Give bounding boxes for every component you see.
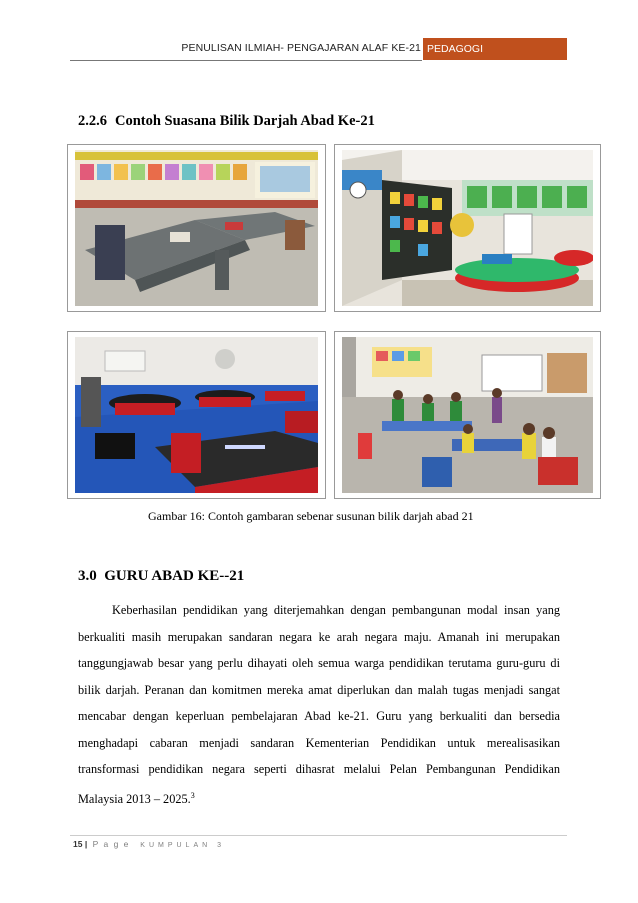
page-header: [70, 38, 567, 60]
paragraph-text: Keberhasilan pendidikan yang diterjemahkan dengan pembangunan modal insan yang berkualiti masih merupakan sandaran negara ke arah negara maju. Amanah ini merupakan tanggungjawab besar yang perlu dihayati oleh semua warga pendidikan terutama guru-guru di bilik darjah. Peranan dan komitmen mereka amat diperlukan dan malah tugas menjadi sangat mencabar dengan keperluan pembelajaran Abad ke-21. Guru yang berkualiti dan bersedia menghadapi cabaran menjadi sandaran Kementerian Pendidikan untuk merealisasikan transformasi pendidikan negara seperti dihasrat melalui Pelan Pembangunan Pendidikan Malaysia 2013 – 2025.: [78, 603, 560, 806]
footer-rule: [70, 835, 567, 836]
page-word: P a g e: [92, 839, 130, 849]
chapter-heading: [78, 568, 244, 585]
photo-frame-2: [334, 144, 601, 312]
classroom-photo-4: [342, 337, 593, 493]
figure-caption: Gambar 16: Contoh gambaran sebenar susunan bilik darjah abad 21: [148, 509, 474, 523]
section-heading: [78, 113, 375, 130]
classroom-photo-1: [75, 150, 318, 306]
photo-frame-1: [67, 144, 326, 312]
header-title: PENULISAN ILMIAH- PENGAJARAN ALAF KE-21: [181, 42, 421, 54]
chapter-title: GURU ABAD KE--21: [104, 568, 245, 584]
page-footer: [73, 839, 225, 849]
photo-frame-3: [67, 331, 326, 499]
chapter-number: 3.0: [78, 568, 97, 584]
header-rule: [70, 60, 422, 61]
footnote-ref: 3: [190, 790, 195, 800]
body-paragraph: [78, 597, 560, 812]
page-number: 15: [73, 839, 83, 849]
footer-group: KUMPULAN 3: [140, 842, 226, 849]
section-title: Contoh Suasana Bilik Darjah Abad Ke-21: [115, 113, 375, 129]
header-tag: PEDAGOGI: [423, 38, 567, 60]
classroom-photo-2: [342, 150, 593, 306]
photo-frame-4: [334, 331, 601, 499]
section-number: 2.2.6: [78, 113, 107, 129]
footer-separator: |: [84, 839, 88, 849]
classroom-photo-3: [75, 337, 318, 493]
